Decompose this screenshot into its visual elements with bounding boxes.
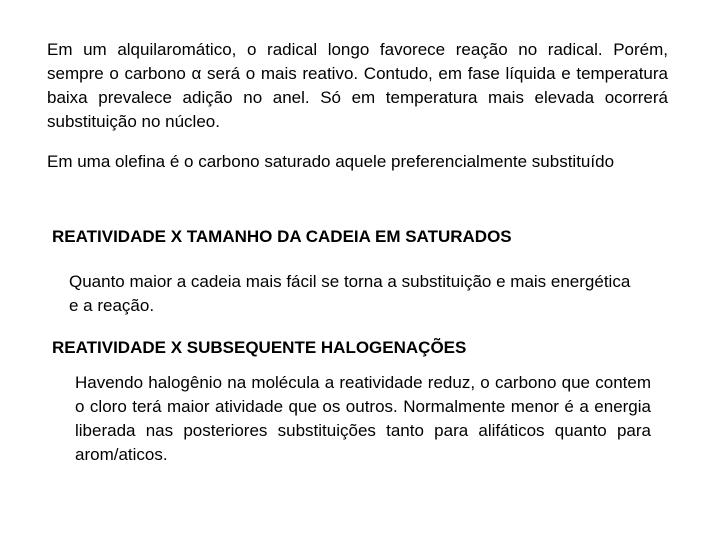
paragraph-alkylaromatic: Em um alquilaromático, o radical longo favorece reação no radical. Porém, sempre o carbono α será o mais reativo. Contudo, em fase líquida e temperatura baixa prevalece adição no anel. Só em temperatura mais elevada ocorrerá substituição no núcleo.	[47, 40, 668, 131]
paragraph-olefin: Em uma olefina é o carbono saturado aquele preferencialmente substituído	[47, 152, 615, 171]
heading-halogenations: REATIVIDADE X SUBSEQUENTE HALOGENAÇÕES	[52, 338, 467, 357]
heading-chain-size: REATIVIDADE X TAMANHO DA CADEIA EM SATURADOS	[52, 227, 512, 246]
paragraph-halogenations: Havendo halogênio na molécula a reatividade reduz, o carbono que contem o cloro terá maior atividade que os outros. Normalmente menor é a energia liberada nas posteriores substituições tanto para alifáticos quanto para arom/aticos.	[75, 373, 651, 464]
paragraph-chain-size: Quanto maior a cadeia mais fácil se torna a substituição e mais energética e a reação.	[69, 272, 631, 315]
